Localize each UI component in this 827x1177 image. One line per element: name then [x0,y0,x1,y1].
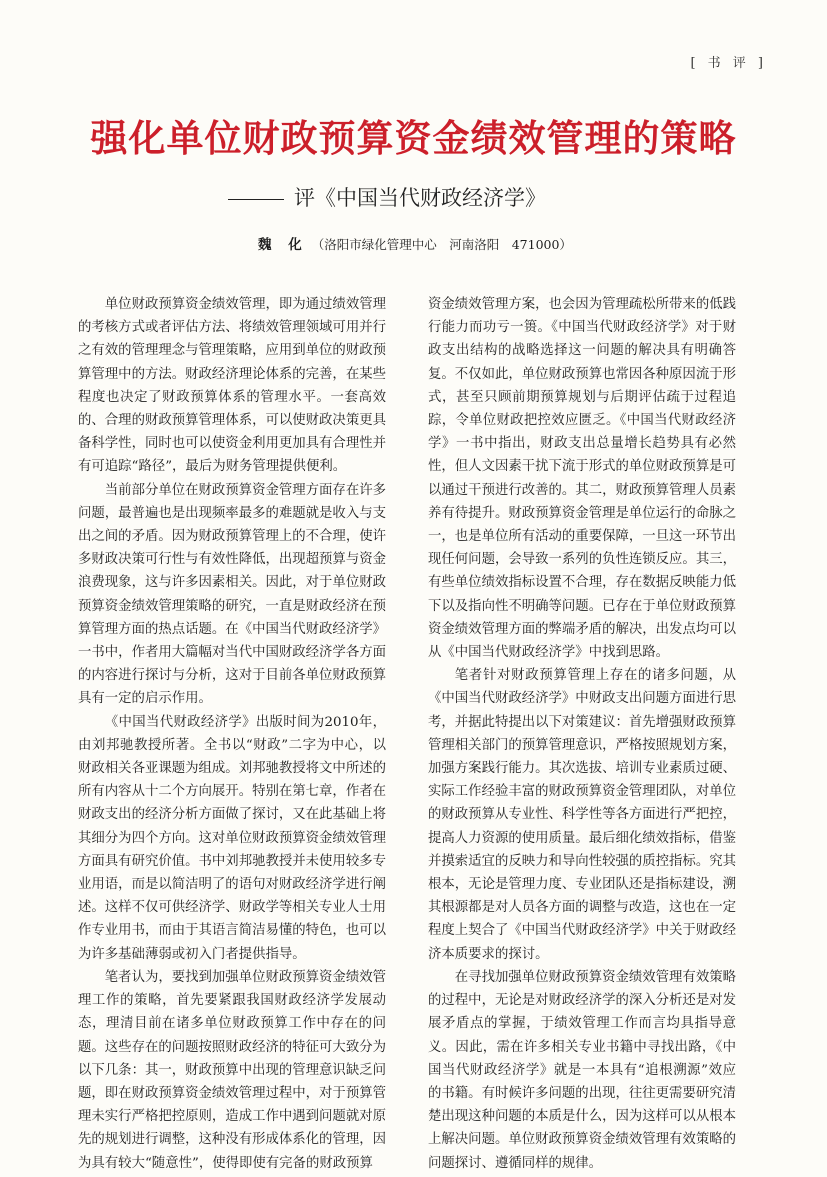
paragraph: 笔者认为，要找到加强单位财政预算资金绩效管理工作的策略，首先要紧跟我国财政经济学发展动态，理清目前在诸多单位财政预算工作中存在的问题。这些存在的问题按照财政经济的特征可大致分为以下几条：其一，财政预算中出现的管理意识缺乏问题，即在财政预算资金绩效管理过程中，对于预算管理未实行严格把控原则，造成工作中遇到问题就对原先的规划进行调整，这种没有形成体系化的管理，因为具有较大“随意性”，使得即使有完备的财政预算 [78,969,386,1171]
article-subtitle-line [228,182,546,212]
author-affiliation: （洛阳市绿化管理中心 河南洛阳 471000） [311,237,572,252]
paragraph: 当前部分单位在财政预算资金管理方面存在许多问题，最普遍也是出现频率最多的难题就是收入与支出之间的矛盾。因为财政预算管理上的不合理，使许多财政决策可行性与有效性降低，出现超预算与资金浪费现象，这与许多因素相关。因此，对于单位财政预算资金绩效管理策略的研究，一直是财政经济在预算管理方面的热点话题。在《中国当代财政经济学》一书中，作者用大篇幅对当代中国财政经济学各方面的内容进行探讨与分析，这对于目前各单位财政预算具有一定的启示作用。 [78,482,386,707]
author-line [258,233,572,253]
section-tag: [ 书 评 ] [690,56,767,71]
paragraph: 笔者针对财政预算管理上存在的诸多问题，从《中国当代财政经济学》中财政支出问题方面进行思考，并据此特提出以下对策建议：首先增强财政预算管理相关部门的预算管理意识，严格按照规划方案，加强方案践行能力。其次选拔、培训专业素质过硬、实际工作经验丰富的财政预算资金管理团队，对单位的财政预算从专业性、科学性等各方面进行严把控，提高人力资源的使用质量。最后细化绩效指标，借鉴并摸索适宜的反映力和导向性较强的质控指标。究其根本，无论是管理力度、专业团队还是指标建设，溯其根源都是对人员各方面的调整与改造，这也在一定程度上契合了《中国当代财政经济学》中关于财政经济本质要求的探讨。 [428,668,736,962]
paragraph-continued: 资金绩效管理方案，也会因为管理疏松所带来的低践行能力而功亏一篑。《中国当代财政经济学》对于财政支出结构的战略选择这一问题的解决具有明确答复。不仅如此，单位财政预算也常因各种原因流于形式，甚至只顾前期预算规划与后期评估疏于过程追踪，令单位财政把控效应匮乏。《中国当代财政经济学》一书中指出，财政支出总量增长趋势具有必然性，但人文因素干扰下流于形式的单位财政预算是可以通过干预进行改善的。其二，财政预算管理人员素养有待提升。财政预算资金管理是单位运行的命脉之一，也是单位所有活动的重要保障，一旦这一环节出现任何问题，会导致一系列的负性连锁反应。其三，有些单位绩效指标设置不合理，存在数据反映能力低下以及指向性不明确等问题。已存在于单位财政预算资金绩效管理方面的弊端矛盾的解决，出发点均可以从《中国当代财政经济学》中找到思路。 [428,297,736,661]
body-column-left [78,293,386,1175]
paragraph: 《中国当代财政经济学》出版时间为2010年，由刘邦驰教授所著。全书以“财政”二字为中心，以财政相关各亚课题为组成。刘邦驰教授将文中所述的所有内容从十二个方向展开。特别在第七章，作者在财政支出的经济分析方面做了探讨，又在此基础上将其细分为四个方向。这对单位财政预算资金绩效管理方面具有研究价值。书中刘邦驰教授并未使用较多专业用语，而是以简洁明了的语句对财政经济学进行阐述。这样不仅可供经济学、财政学等相关专业人士用作专业用书，而由于其语言简洁易懂的特色，也可以为许多基础薄弱或初入门者提供指导。 [78,714,386,962]
author-name: 魏 化 [258,237,308,253]
article-title: 强化单位财政预算资金绩效管理的策略 [90,117,737,160]
article-subtitle: 评《中国当代财政经济学》 [294,186,546,210]
subtitle-dash [228,199,284,200]
paragraph: 在寻找加强单位财政预算资金绩效管理有效策略的过程中，无论是对财政经济学的深入分析还是对发展矛盾点的掌握，于绩效管理工作而言均具指导意义。因此，需在许多相关专业书籍中寻找出路，《中国当代财政经济学》就是一本具有“追根溯源”效应的书籍。有时候许多问题的出现，往往更需要研究清楚出现这种问题的本质是什么，因为这样可以从根本上解决问题。单位财政预算资金绩效管理有效策略的问题探讨、遵循同样的规律。 [428,969,736,1171]
paragraph: 单位财政预算资金绩效管理，即为通过绩效管理的考核方式或者评估方法、将绩效管理领域可用并行之有效的管理理念与管理策略，应用到单位的财政预算管理中的方法。财政经济理论体系的完善，在某些程度也决定了财政预算体系的管理水平。一套高效的、合理的财政预算管理体系，可以使财政决策更具备科学性，同时也可以使资金利用更加具有合理性并有可追踪“路径”，最后为财务管理提供便利。 [78,297,386,475]
body-column-right [428,293,736,1175]
